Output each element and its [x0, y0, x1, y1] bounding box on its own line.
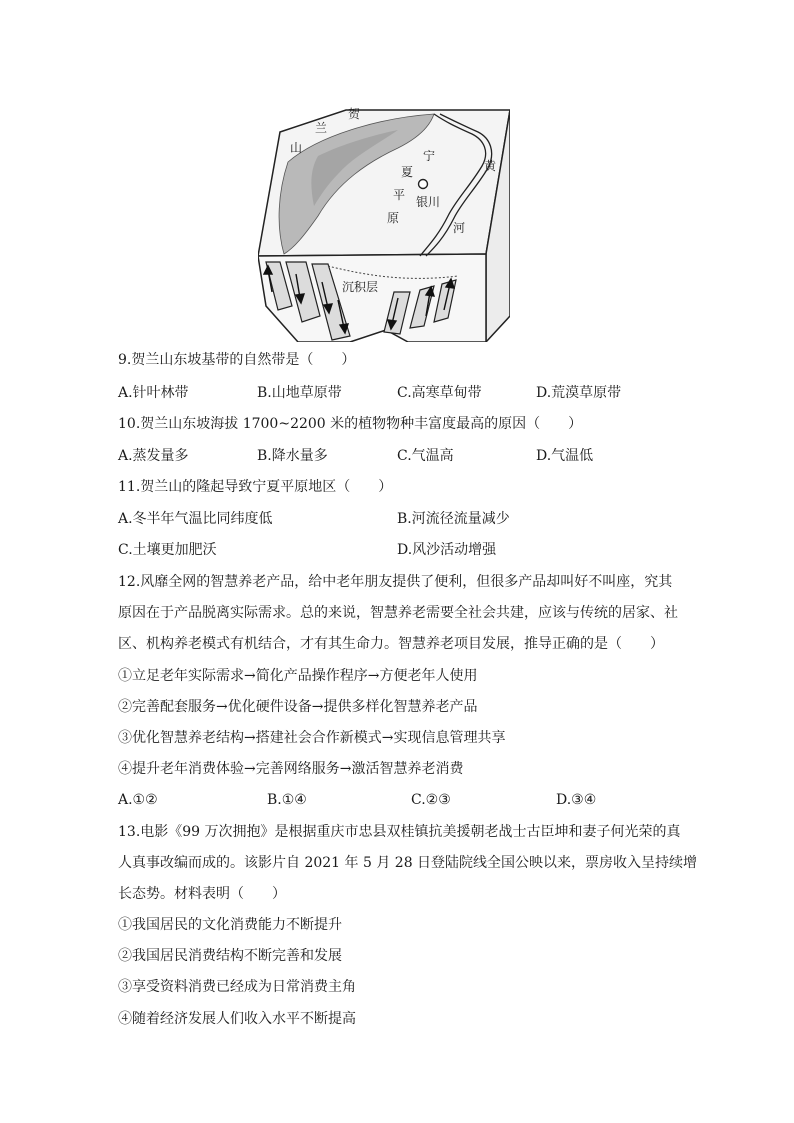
- q11-option-b: B.河流径流量减少: [397, 511, 510, 527]
- question-10-stem: 10.贺兰山东坡海拔 1700~2200 米的植物物种丰富度最高的原因（ ）: [118, 416, 583, 432]
- q13-item-2: ②我国居民消费结构不断完善和发展: [118, 948, 342, 964]
- q11-option-d: D.风沙活动增强: [397, 542, 497, 558]
- q12-item-3: ③优化智慧养老结构→搭建社会合作新模式→实现信息管理共享: [118, 730, 506, 746]
- label-ping: 平: [393, 188, 406, 202]
- question-11-stem: 11.贺兰山的隆起导致宁夏平原地区（ ）: [118, 479, 393, 495]
- label-huang: 黄: [484, 159, 497, 173]
- q9-option-d: D.荒漠草原带: [536, 385, 622, 401]
- label-ning: 宁: [423, 149, 436, 163]
- q11-option-c: C.土壤更加肥沃: [118, 542, 217, 558]
- q12-item-2: ②完善配套服务→优化硬件设备→提供多样化智慧养老产品: [118, 699, 478, 715]
- q10-option-a: A.蒸发量多: [118, 448, 189, 464]
- q11-option-a: A.冬半年气温比同纬度低: [118, 511, 273, 527]
- block-diagram-svg: [258, 96, 510, 342]
- q13-item-1: ①我国居民的文化消费能力不断提升: [118, 917, 342, 933]
- question-13-stem-line-3: 长态势。材料表明（ ）: [118, 886, 286, 902]
- q12-option-b: B.①④: [267, 792, 307, 808]
- q12-item-4: ④提升老年消费体验→完善网络服务→激活智慧养老消费: [118, 761, 464, 777]
- q9-option-b: B.山地草原带: [257, 385, 342, 401]
- question-12-stem-line-1: 12.风靡全网的智慧养老产品，给中老年朋友提供了便利，但很多产品却叫好不叫座，究其: [118, 574, 673, 590]
- q13-item-4: ④随着经济发展人们收入水平不断提高: [118, 1011, 356, 1027]
- q10-option-d: D.气温低: [536, 448, 594, 464]
- q9-option-a: A.针叶林带: [118, 385, 189, 401]
- label-lan: 兰: [315, 121, 328, 135]
- q12-item-1: ①立足老年实际需求→简化产品操作程序→方便老年人使用: [118, 668, 478, 684]
- q12-option-d: D.③④: [556, 792, 597, 808]
- question-9-stem: 9.贺兰山东坡基带的自然带是（ ）: [118, 352, 356, 368]
- label-shan: 山: [290, 141, 303, 155]
- label-river: 河: [453, 221, 466, 235]
- question-12-stem-line-3: 区、机构养老模式有机结合，才有其生命力。智慧养老项目发展，推导正确的是（ ）: [118, 636, 664, 652]
- question-13-stem-line-2: 人真事改编而成的。该影片自 2021 年 5 月 28 日登陆院线全国公映以来，票房收入呈持续增: [118, 855, 698, 871]
- q12-option-a: A.①②: [118, 792, 158, 808]
- helan-block-diagram: [258, 96, 510, 342]
- label-he: 贺: [348, 107, 361, 121]
- question-12-stem-line-2: 原因在于产品脱离实际需求。总的来说，智慧养老需要全社会共建，应该与传统的居家、社: [118, 605, 678, 621]
- question-13-stem-line-1: 13.电影《99 万次拥抱》是根据重庆市忠县双桂镇抗美援朝老战士古臣坤和妻子何光荣的真: [118, 824, 681, 840]
- q9-option-c: C.高寒草甸带: [397, 385, 482, 401]
- label-yinchuan: 银川: [416, 195, 441, 209]
- q13-item-3: ③享受资料消费已经成为日常消费主角: [118, 979, 356, 995]
- q12-option-c: C.②③: [411, 792, 451, 808]
- label-xia: 夏: [401, 165, 414, 179]
- q10-option-b: B.降水量多: [257, 448, 328, 464]
- label-yuan: 原: [387, 211, 400, 225]
- label-sediment: 沉积层: [342, 280, 379, 294]
- q10-option-c: C.气温高: [397, 448, 454, 464]
